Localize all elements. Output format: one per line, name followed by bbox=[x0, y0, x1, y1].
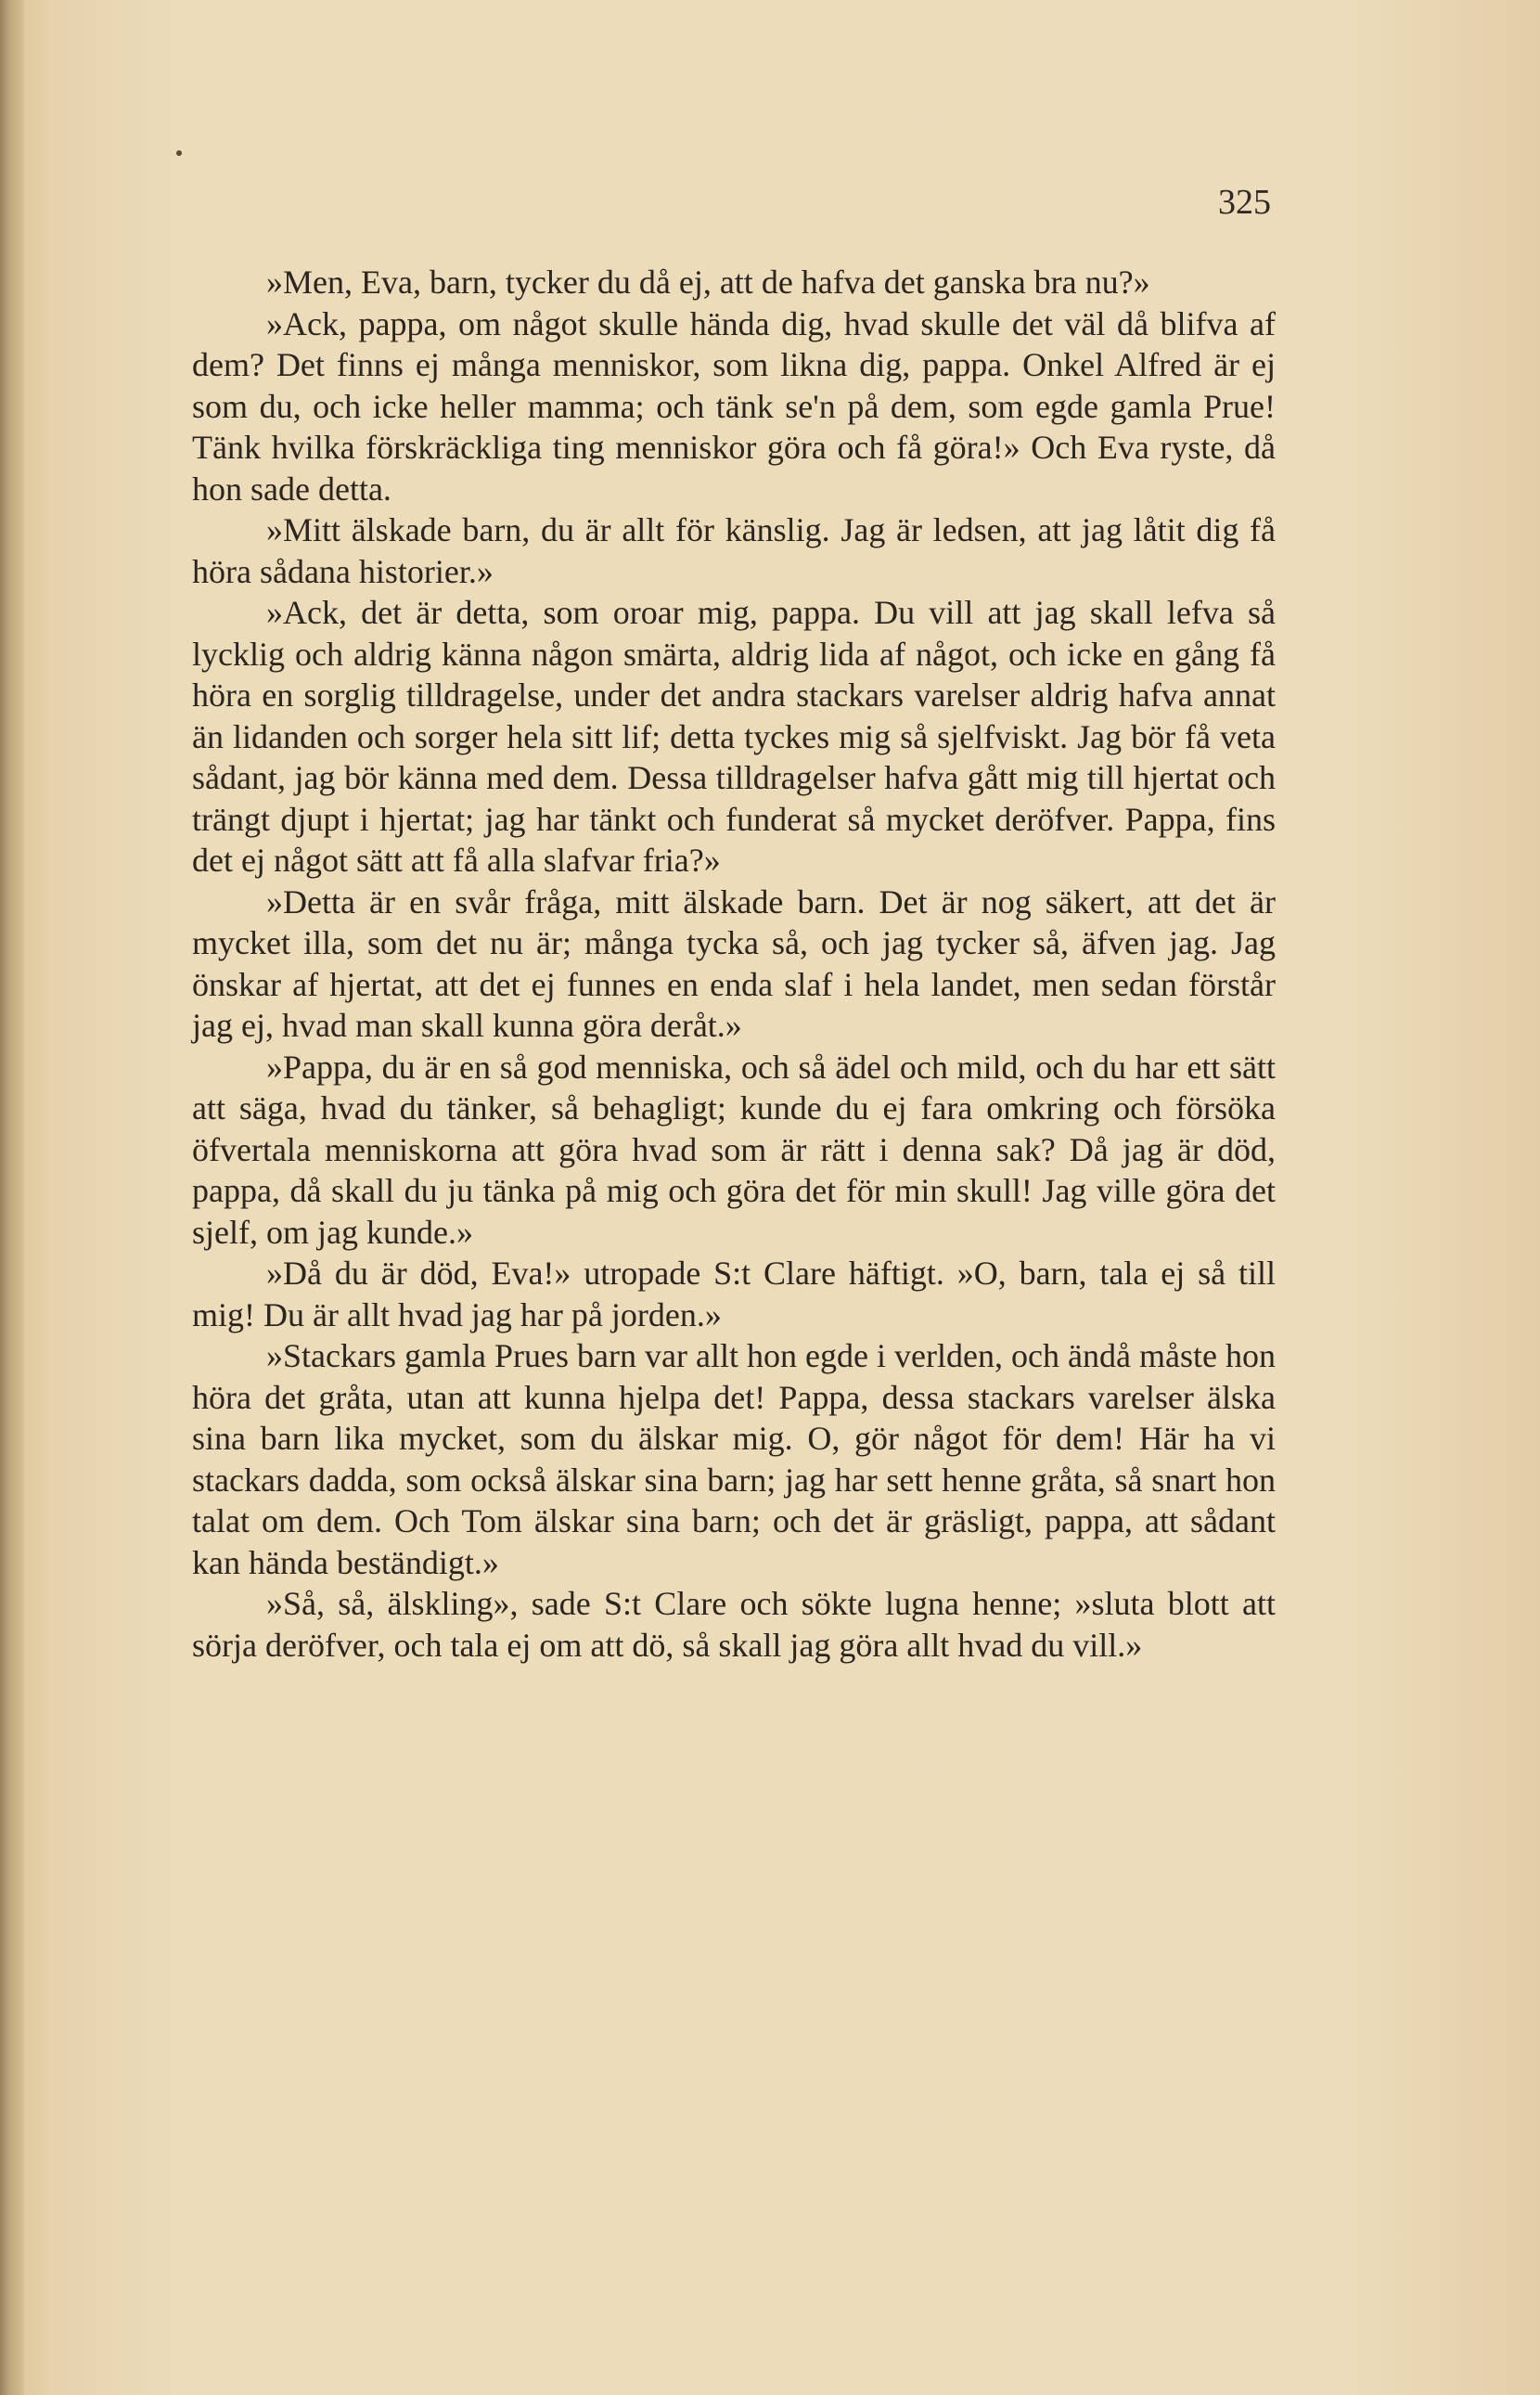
paragraph: »Då du är död, Eva!» utropade S:t Clare häftigt. »O, barn, tala ej så till mig! Du är allt hvad jag har på jorden.» bbox=[192, 1255, 1276, 1333]
body-text bbox=[192, 262, 1276, 1666]
paragraph: »Detta är en svår fråga, mitt älskade barn. Det är nog säkert, att det är mycket illa, som det nu är; många tycka så, och jag tycker så, äfven jag. Jag önskar af hjertat, att det ej funnes en enda slaf i hela landet, men sedan förstår jag ej, hvad man skall kunna göra deråt.» bbox=[192, 882, 1276, 1044]
paragraph: »Men, Eva, barn, tycker du då ej, att de hafva det ganska bra nu?» bbox=[266, 264, 1150, 301]
page-binding-edge bbox=[0, 0, 24, 2395]
paragraph: »Pappa, du är en så god menniska, och så ädel och mild, och du har ett sätt att säga, hvad du tänker, så behagligt; kunde du ej fara omkring och försöka öfvertala menniskorna att göra hvad som är rätt i denna sak? Då jag är död, pappa, då skall du ju tänka på mig och göra det för min skull! Jag ville göra det sjelf, om jag kunde.» bbox=[192, 1048, 1276, 1251]
paragraph: »Mitt älskade barn, du är allt för känslig. Jag är ledsen, att jag låtit dig få höra sådana historier.» bbox=[192, 511, 1276, 590]
page-number: 325 bbox=[1218, 183, 1271, 222]
paragraph: »Ack, det är detta, som oroar mig, pappa. Du vill att jag skall lefva så lycklig och aldrig känna någon smärta, aldrig lida af något, och icke en gång få höra en sorglig tilldragelse, under det andra stackars varelser aldrig hafva annat än lidanden och sorger hela sitt lif; detta tyckes mig så sjelfviskt. Jag bör få veta sådant, jag bör känna med dem. Dessa tilldragelser hafva gått mig till hjertat och trängt djupt i hjertat; jag har tänkt och funderat så mycket deröfver. Pappa, fins det ej något sätt att få alla slafvar fria?» bbox=[192, 594, 1276, 879]
paragraph: »Ack, pappa, om något skulle hända dig, hvad skulle det väl då blifva af dem? Det finns ej många menniskor, som likna dig, pappa. Onkel Alfred är ej som du, och icke heller mamma; och tänk se'n på dem, som egde gamla Prue! Tänk hvilka förskräckliga ting menniskor göra och få göra!» Och Eva ryste, då hon sade detta. bbox=[192, 304, 1276, 508]
print-speck bbox=[176, 150, 182, 156]
paragraph: »Så, så, älskling», sade S:t Clare och sökte lugna henne; »sluta blott att sörja deröfver, och tala ej om att dö, så skall jag göra allt hvad du vill.» bbox=[192, 1585, 1276, 1664]
paragraph: »Stackars gamla Prues barn var allt hon egde i verlden, och ändå måste hon höra det gråta, utan att kunna hjelpa det! Pappa, dessa stackars varelser älska sina barn lika mycket, som du älskar mig. O, gör något för dem! Här ha vi stackars dadda, som också älskar sina barn; jag har sett henne gråta, så snart hon talat om dem. Och Tom älskar sina barn; och det är gräsligt, pappa, att sådant kan hända beständigt.» bbox=[192, 1337, 1276, 1581]
